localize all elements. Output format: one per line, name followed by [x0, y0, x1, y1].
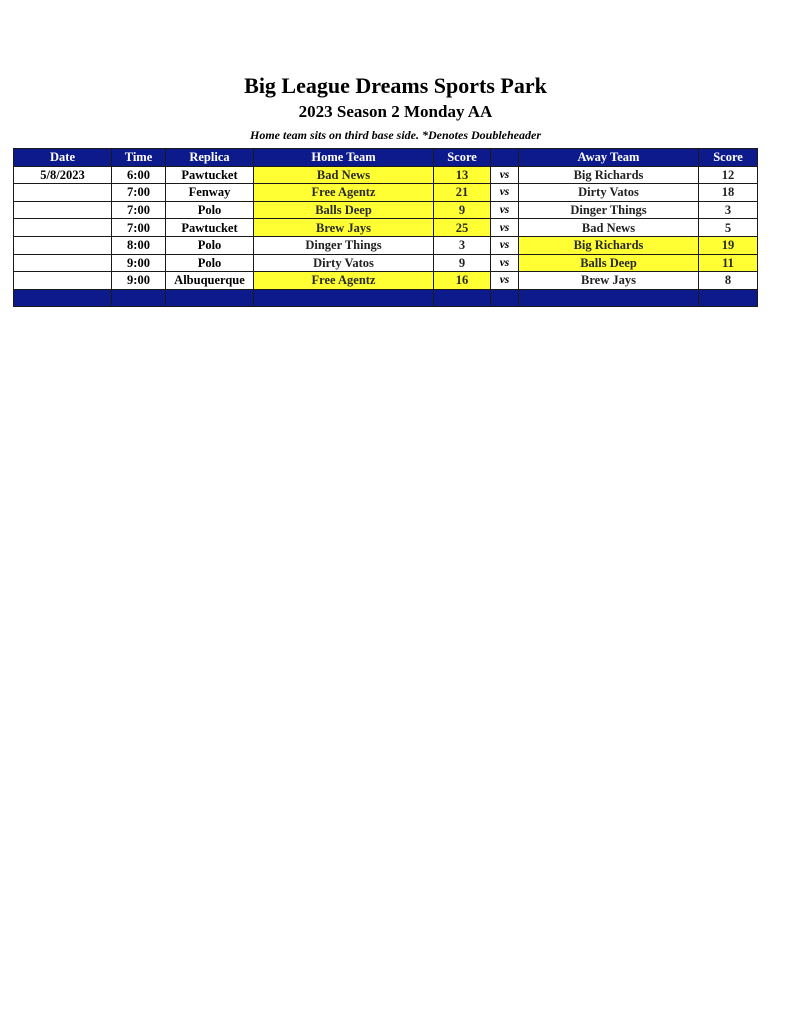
away-team-cell: Big Richards — [519, 236, 699, 254]
column-header-vs — [491, 149, 519, 167]
date-cell — [14, 236, 112, 254]
column-header-replica: Replica — [166, 149, 254, 167]
replica-cell: Albuquerque — [166, 272, 254, 290]
footer-cell — [254, 289, 434, 306]
date-cell — [14, 254, 112, 272]
home-team-cell: Free Agentz — [254, 184, 434, 202]
vs-cell: vs — [491, 219, 519, 237]
table-row — [14, 236, 758, 254]
away-team-cell: Brew Jays — [519, 272, 699, 290]
table-header-row — [14, 149, 758, 167]
away-team-cell: Bad News — [519, 219, 699, 237]
away-score-cell: 12 — [699, 166, 758, 184]
home-team-cell: Bad News — [254, 166, 434, 184]
time-cell: 7:00 — [112, 184, 166, 202]
footer-cell — [491, 289, 519, 306]
column-header-home-team: Home Team — [254, 149, 434, 167]
replica-cell: Polo — [166, 236, 254, 254]
home-team-cell: Brew Jays — [254, 219, 434, 237]
table-footer-bar — [14, 289, 758, 306]
away-team-cell: Balls Deep — [519, 254, 699, 272]
footer-cell — [112, 289, 166, 306]
home-team-cell: Dinger Things — [254, 236, 434, 254]
time-cell: 7:00 — [112, 201, 166, 219]
time-cell: 6:00 — [112, 166, 166, 184]
column-header-date: Date — [14, 149, 112, 167]
date-cell — [14, 219, 112, 237]
away-team-cell: Dirty Vatos — [519, 184, 699, 202]
vs-cell: vs — [491, 184, 519, 202]
vs-cell: vs — [491, 254, 519, 272]
home-team-cell: Balls Deep — [254, 201, 434, 219]
away-score-cell: 18 — [699, 184, 758, 202]
page-subtitle: 2023 Season 2 Monday AA — [298, 102, 493, 121]
home-team-cell: Dirty Vatos — [254, 254, 434, 272]
date-cell — [14, 184, 112, 202]
date-cell — [14, 201, 112, 219]
away-score-cell: 11 — [699, 254, 758, 272]
page-title: Big League Dreams Sports Park — [244, 73, 547, 98]
away-score-cell: 5 — [699, 219, 758, 237]
table-row — [14, 166, 758, 184]
time-cell: 9:00 — [112, 254, 166, 272]
table-row — [14, 201, 758, 219]
home-score-cell: 9 — [434, 254, 491, 272]
replica-cell: Polo — [166, 201, 254, 219]
column-header-home-score: Score — [434, 149, 491, 167]
replica-cell: Polo — [166, 254, 254, 272]
home-team-cell: Free Agentz — [254, 272, 434, 290]
replica-cell: Fenway — [166, 184, 254, 202]
column-header-away-score: Score — [699, 149, 758, 167]
away-score-cell: 19 — [699, 236, 758, 254]
vs-cell: vs — [491, 236, 519, 254]
schedule-table — [13, 148, 758, 307]
home-score-cell: 25 — [434, 219, 491, 237]
table-row — [14, 184, 758, 202]
column-header-time: Time — [112, 149, 166, 167]
footer-cell — [699, 289, 758, 306]
time-cell: 7:00 — [112, 219, 166, 237]
vs-cell: vs — [491, 272, 519, 290]
vs-cell: vs — [491, 201, 519, 219]
away-score-cell: 8 — [699, 272, 758, 290]
footer-cell — [14, 289, 112, 306]
away-score-cell: 3 — [699, 201, 758, 219]
page-note: Home team sits on third base side. *Denotes Doubleheader — [250, 128, 541, 142]
time-cell: 8:00 — [112, 236, 166, 254]
home-score-cell: 3 — [434, 236, 491, 254]
table-row — [14, 254, 758, 272]
home-score-cell: 21 — [434, 184, 491, 202]
schedule-body — [14, 166, 758, 306]
table-row — [14, 272, 758, 290]
away-team-cell: Big Richards — [519, 166, 699, 184]
home-score-cell: 13 — [434, 166, 491, 184]
column-header-away-team: Away Team — [519, 149, 699, 167]
replica-cell: Pawtucket — [166, 219, 254, 237]
vs-cell: vs — [491, 166, 519, 184]
date-cell: 5/8/2023 — [14, 166, 112, 184]
time-cell: 9:00 — [112, 272, 166, 290]
replica-cell: Pawtucket — [166, 166, 254, 184]
home-score-cell: 9 — [434, 201, 491, 219]
footer-cell — [434, 289, 491, 306]
footer-cell — [166, 289, 254, 306]
home-score-cell: 16 — [434, 272, 491, 290]
table-row — [14, 219, 758, 237]
away-team-cell: Dinger Things — [519, 201, 699, 219]
date-cell — [14, 272, 112, 290]
footer-cell — [519, 289, 699, 306]
